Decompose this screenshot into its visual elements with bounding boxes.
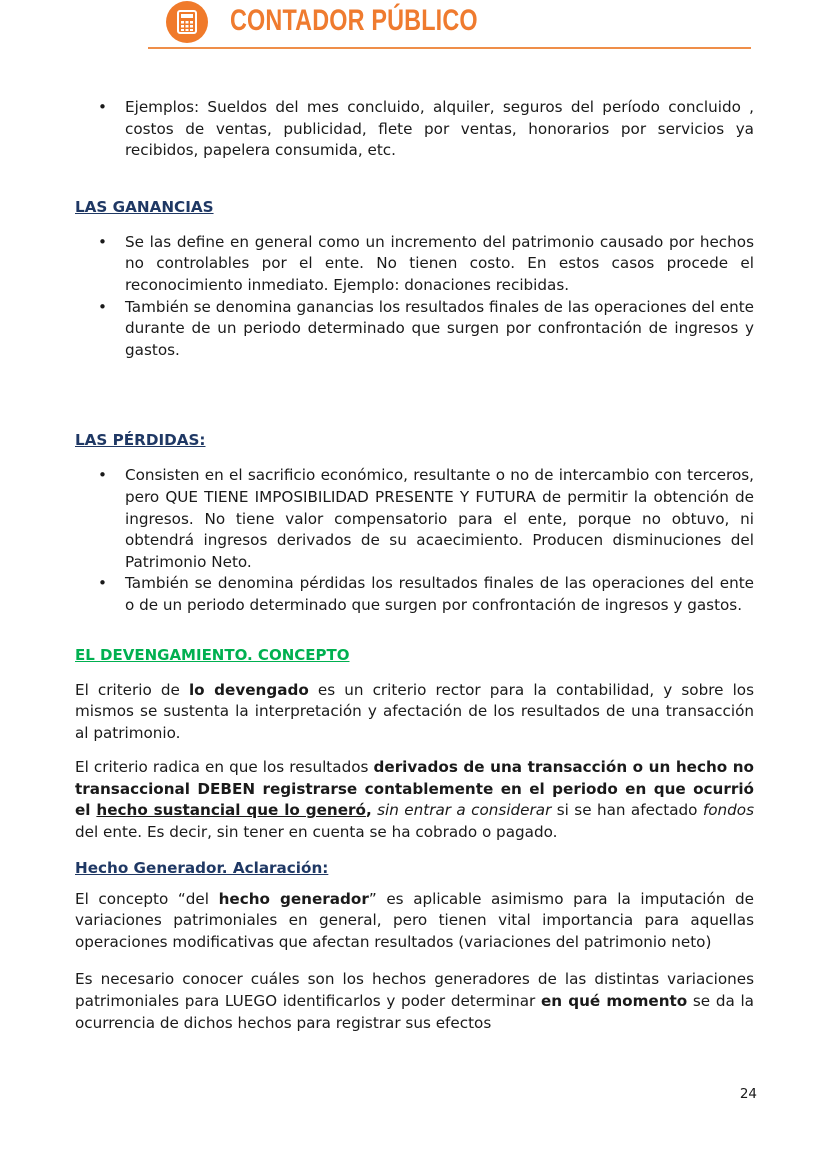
- list-item-text: También se denomina ganancias los resultados finales de las operaciones del ente durante de un periodo determinado que surgen por confrontación de ingresos y gastos.: [125, 297, 754, 359]
- hecho-paragraph-1: El concepto “del hecho generador” es aplicable asimismo para la imputación de variaciones patrimoniales en general, pero tienen vital importancia para aquellas operaciones modificativas que afectan resultados (variaciones del patrimonio neto): [75, 889, 754, 951]
- list-item: • También se denomina pérdidas los resultados finales de las operaciones del ente o de un periodo determinado que surgen por confrontación de ingresos y gastos.: [75, 573, 754, 616]
- section-heading-hecho-generador: Hecho Generador. Aclaración:: [75, 858, 329, 877]
- header-divider: [148, 47, 751, 49]
- section-heading-devengamiento: EL DEVENGAMIENTO. CONCEPTO: [75, 645, 350, 664]
- examples-list: [75, 97, 754, 162]
- list-item: • Se las define en general como un incremento del patrimonio causado por hechos no controlables por el ente. No tienen costo. En estos casos procede el reconocimiento inmediato. Ejemplo: donaciones recibidas.: [75, 232, 754, 297]
- list-item-text: Consisten en el sacrificio económico, resultante o no de intercambio con terceros, pero QUE TIENE IMPOSIBILIDAD PRESENTE Y FUTURA de permitir la obtención de ingresos. No tiene valor compensatorio para el ente, porque no obtuvo, ni obtendrá ingresos derivados de su acaecimiento. Producen disminuciones del Patrimonio Neto.: [125, 466, 754, 571]
- list-item: • Ejemplos: Sueldos del mes concluido, alquiler, seguros del período concluido , costos de ventas, publicidad, flete por ventas, honorarios por servicios ya recibidos, papelera consumida, etc.: [75, 97, 754, 162]
- section-heading-ganancias: LAS GANANCIAS: [75, 197, 214, 216]
- list-item: • También se denomina ganancias los resultados finales de las operaciones del ente durante de un periodo determinado que surgen por confrontación de ingresos y gastos.: [75, 297, 754, 362]
- devengamiento-paragraph-1: El criterio de lo devengado es un criterio rector para la contabilidad, y sobre los mismos se sustenta la interpretación y afectación de los resultados de una transacción al patrimonio.: [75, 680, 754, 742]
- ganancias-list: [75, 232, 754, 362]
- section-heading-perdidas: LAS PÉRDIDAS:: [75, 431, 206, 450]
- list-item-text: Ejemplos: Sueldos del mes concluido, alquiler, seguros del período concluido , costos de ventas, publicidad, flete por ventas, honorarios por servicios ya recibidos, papelera consumida, etc.: [125, 98, 754, 160]
- perdidas-list: [75, 465, 754, 616]
- page-header: [0, 0, 828, 52]
- list-item-text: También se denomina pérdidas los resultados finales de las operaciones del ente o de un periodo determinado que surgen por confrontación de ingresos y gastos.: [125, 574, 754, 614]
- calculator-icon: [166, 1, 208, 43]
- hecho-paragraph-2: Es necesario conocer cuáles son los hechos generadores de las distintas variaciones patrimoniales para LUEGO identificarlos y poder determinar en qué momento se da la ocurrencia de dichos hechos para registrar sus efectos: [75, 970, 754, 1032]
- page-content: [75, 97, 754, 1034]
- list-item: • Consisten en el sacrificio económico, resultante o no de intercambio con terceros, pero QUE TIENE IMPOSIBILIDAD PRESENTE Y FUTURA de permitir la obtención de ingresos. No tiene valor compensatorio para el ente, porque no obtuvo, ni obtendrá ingresos derivados de su acaecimiento. Producen disminuciones del Patrimonio Neto.: [75, 465, 754, 573]
- devengamiento-paragraph-2: El criterio radica en que los resultados derivados de una transacción o un hecho no transaccional DEBEN registrarse contablemente en el periodo en que ocurrió el hecho sustancial que lo generó, sin entrar a considerar si se han afectado fondos del ente. Es decir, sin tener en cuenta se ha cobrado o pagado.: [75, 758, 754, 842]
- list-item-text: Se las define en general como un incremento del patrimonio causado por hechos no controlables por el ente. No tienen costo. En estos casos procede el reconocimiento inmediato. Ejemplo: donaciones recibidas.: [125, 232, 754, 294]
- header-title: CONTADOR PÚBLICO: [230, 4, 478, 37]
- page-number: 24: [739, 1086, 757, 1102]
